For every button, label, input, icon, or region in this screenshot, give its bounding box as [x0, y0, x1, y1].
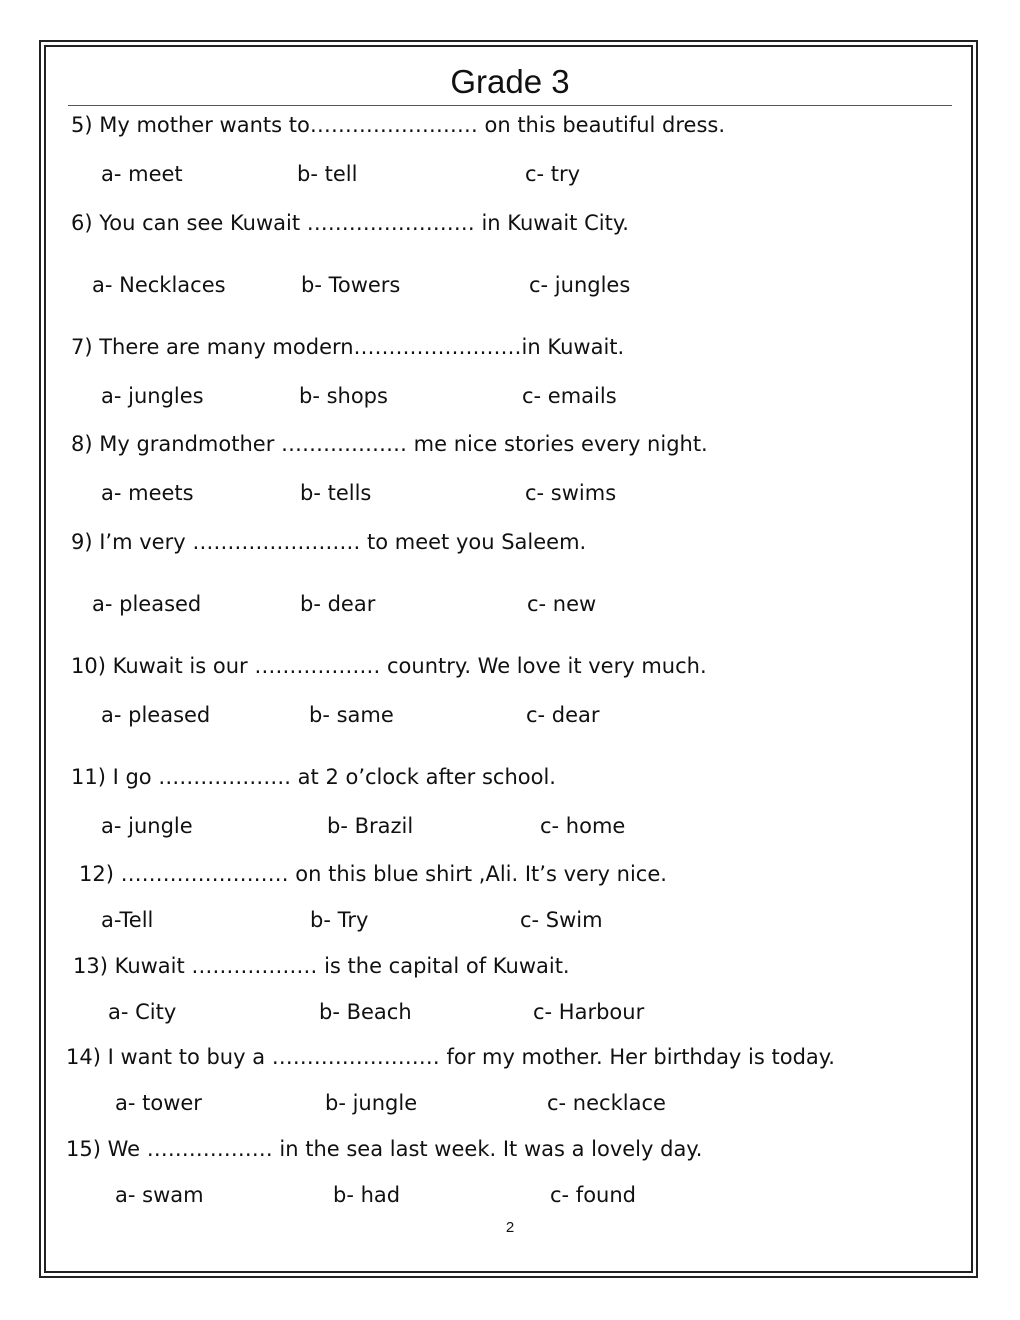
question-12-option-a[interactable]: a-Tell	[101, 908, 154, 932]
question-7: 7) There are many modern……………………in Kuwait.	[71, 335, 625, 359]
question-15-option-b[interactable]: b- had	[333, 1183, 401, 1207]
question-5-option-b[interactable]: b- tell	[297, 162, 358, 186]
question-11-option-c[interactable]: c- home	[540, 814, 626, 838]
page-number: 2	[505, 1219, 515, 1236]
question-6-option-b[interactable]: b- Towers	[301, 273, 401, 297]
question-9-option-c[interactable]: c- new	[527, 592, 597, 616]
question-13-option-c[interactable]: c- Harbour	[533, 1000, 645, 1024]
question-5-option-a[interactable]: a- meet	[101, 162, 183, 186]
question-9-option-b[interactable]: b- dear	[300, 592, 376, 616]
question-7-option-c[interactable]: c- emails	[522, 384, 617, 408]
question-12-option-c[interactable]: c- Swim	[520, 908, 603, 932]
question-12-option-b[interactable]: b- Try	[310, 908, 369, 932]
question-10-option-b[interactable]: b- same	[309, 703, 394, 727]
question-11-option-b[interactable]: b- Brazil	[327, 814, 414, 838]
question-14-option-b[interactable]: b- jungle	[325, 1091, 418, 1115]
question-13-option-b[interactable]: b- Beach	[319, 1000, 412, 1024]
question-13-option-a[interactable]: a- City	[108, 1000, 177, 1024]
page-title: Grade 3	[450, 63, 570, 100]
question-7-option-a[interactable]: a- jungles	[101, 384, 204, 408]
question-6: 6) You can see Kuwait …………………… in Kuwait City.	[71, 211, 629, 235]
question-10: 10) Kuwait is our ……………… country. We love it very much.	[71, 654, 707, 678]
question-10-option-a[interactable]: a- pleased	[101, 703, 211, 727]
question-15: 15) We ……………… in the sea last week. It was a lovely day.	[66, 1137, 703, 1161]
title-divider	[68, 105, 952, 106]
question-11: 11) I go ………………. at 2 o’clock after school.	[71, 765, 556, 789]
question-7-option-b[interactable]: b- shops	[299, 384, 388, 408]
question-14-option-a[interactable]: a- tower	[115, 1091, 202, 1115]
question-14-option-c[interactable]: c- necklace	[547, 1091, 666, 1115]
question-9: 9) I’m very …………………… to meet you Saleem.	[71, 530, 587, 554]
question-8: 8) My grandmother ……………… me nice stories every night.	[71, 432, 708, 456]
question-10-option-c[interactable]: c- dear	[526, 703, 600, 727]
question-8-option-b[interactable]: b- tells	[300, 481, 372, 505]
question-5-option-c[interactable]: c- try	[525, 162, 581, 186]
question-8-option-a[interactable]: a- meets	[101, 481, 194, 505]
question-15-option-c[interactable]: c- found	[550, 1183, 636, 1207]
question-13: 13) Kuwait ……………… is the capital of Kuwait.	[73, 954, 570, 978]
question-9-option-a[interactable]: a- pleased	[92, 592, 202, 616]
question-6-option-a[interactable]: a- Necklaces	[92, 273, 226, 297]
question-11-option-a[interactable]: a- jungle	[101, 814, 193, 838]
question-8-option-c[interactable]: c- swims	[525, 481, 617, 505]
question-12: 12) …………………… on this blue shirt ,Ali. It’s very nice.	[79, 862, 667, 886]
question-6-option-c[interactable]: c- jungles	[529, 273, 631, 297]
question-15-option-a[interactable]: a- swam	[115, 1183, 204, 1207]
question-5: 5) My mother wants to…………………… on this beautiful dress.	[71, 113, 726, 137]
question-14: 14) I want to buy a …………………… for my mother. Her birthday is today.	[66, 1045, 835, 1069]
